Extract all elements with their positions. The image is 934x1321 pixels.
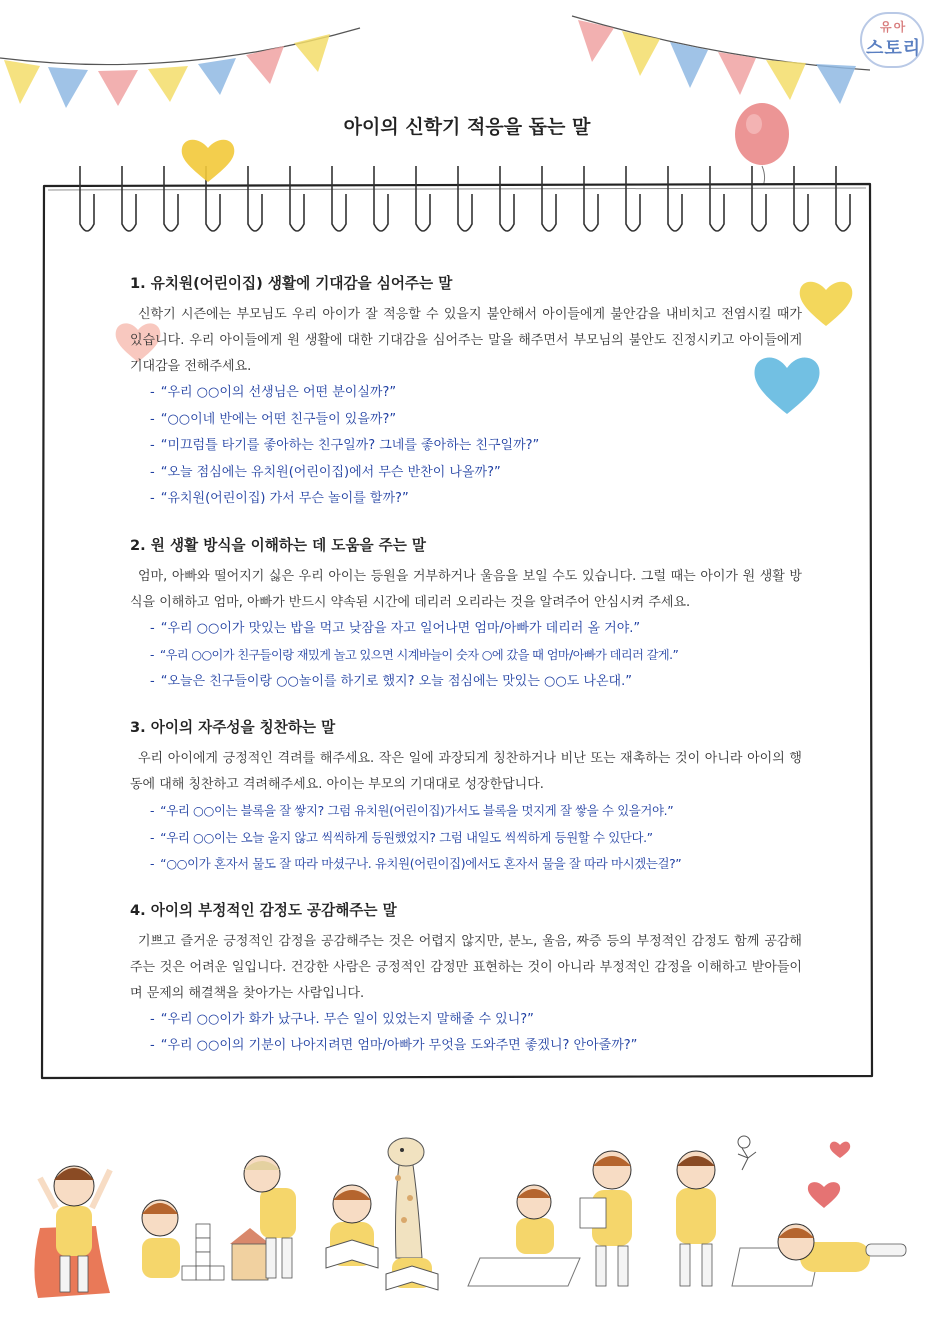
section-heading: 1. 유치원(어린이집) 생활에 기대감을 심어주는 말 (130, 275, 453, 292)
section-heading: 2. 원 생활 방식을 이해하는 데 도움을 주는 말 (130, 536, 427, 554)
quote-item: - “오늘은 친구들이랑 ○○놀이를 하기로 했지? 오늘 점심에는 맛있는 ○○도 나온대.” (150, 673, 632, 689)
quote-item: - “우리 ○○이의 기분이 나아지려면 엄마/아빠가 무엇을 도와주면 좋겠니? 안아줄까?” (150, 1038, 638, 1053)
quote-item: - “오늘 점심에는 유치원(어린이집)에서 무슨 반찬이 나올까?” (150, 464, 501, 480)
quote-item: - “우리 ○○이가 맛있는 밥을 먹고 낮잠을 자고 일어나면 엄마/아빠가 데리러 올 거야.” (150, 620, 641, 636)
section-body: 기쁘고 즐거운 긍정적인 감정을 공감해주는 것은 어렵지 않지만, 분노, 울음, 짜증 등의 부정적인 감정도 함께 공감해주는 것은 어려운 일입니다. 건강한 사람은 긍정적인 감정만 표현하는 것이 아니라 부정적인 감정을 이해하고 받아들이며 문제의 해결책을 찾아가는 사람입니다. (130, 933, 802, 1001)
quote-item: - “유치원(어린이집) 가서 무슨 놀이를 할까?” (150, 491, 409, 506)
heart-icon (178, 136, 238, 186)
page-title: 아이의 신학기 적응을 돕는 말 (343, 116, 591, 138)
section-body: 신학기 시즌에는 부모님도 우리 아이가 잘 적응할 수 있을지 불안해서 아이들에게 불안감을 내비치고 전염시킬 때가 있습니다. 우리 아이들에게 원 생활에 대한 기대감을 심어주는 말을 해주면서 부모님의 불안도 진정시키고 아이들에게 기대감을 전해주세요. (130, 307, 802, 374)
section-heading: 3. 아이의 자주성을 칭찬하는 말 (130, 719, 336, 736)
yua-story-logo (860, 12, 924, 68)
quote-item: - “우리 ○○이가 화가 났구나. 무슨 일이 있었는지 말해줄 수 있니?” (150, 1011, 534, 1027)
section-2 (130, 534, 802, 696)
heart-icon (796, 278, 856, 330)
section-3 (130, 716, 802, 878)
quote-item: - “우리 ○○이의 선생님은 어떤 분이실까?” (150, 385, 397, 400)
quote-item: - “우리 ○○이는 오늘 울지 않고 씩씩하게 등원했었지? 그럼 내일도 씩씩하게 등원할 수 있단다.” (150, 829, 653, 845)
quote-item: - “우리 ○○이가 친구들이랑 재밌게 놀고 있으면 시계바늘이 숫자 ○에 갔을 때 엄마/아빠가 데리러 갈게.” (150, 648, 679, 662)
section-body: 우리 아이에게 긍정적인 격려를 해주세요. 작은 일에 과장되게 칭찬하거나 비난 또는 재촉하는 것이 아니라 아이의 행동에 대해 칭찬하고 격려해주세요. 아이는 부모의 기대대로 성장한답니다. (130, 751, 802, 792)
section-4 (130, 899, 802, 1060)
logo-top-text: 유아 (880, 20, 908, 34)
quote-item: - “미끄럼틀 타기를 좋아하는 친구일까? 그네를 좋아하는 친구일까?” (150, 438, 540, 453)
children-illustration (0, 1118, 934, 1318)
quote-list (130, 616, 802, 696)
section-heading: 4. 아이의 부정적인 감정도 공감해주는 말 (130, 901, 397, 919)
section-body: 엄마, 아빠와 떨어지기 싫은 우리 아이는 등원을 거부하거나 울음을 보일 수도 있습니다. 그럴 때는 아이가 원 생활 방식을 이해하고 엄마, 아빠가 반드시 약속된 시간에 데리러 오리라는 것을 알려주어 안심시켜 주세요. (130, 568, 802, 610)
quote-list (130, 1007, 802, 1060)
quote-item: - “○○이가 혼자서 물도 잘 따라 마셨구나. 유치원(어린이집)에서도 혼자서 물을 잘 따라 마시겠는걸?” (150, 856, 682, 871)
quote-list (130, 798, 802, 878)
quote-list (130, 380, 802, 513)
quote-item: - “우리 ○○이는 블록을 잘 쌓지? 그럼 유치원(어린이집)가서도 블록을 멋지게 잘 쌓을 수 있을거야.” (150, 803, 674, 818)
article-content (130, 272, 802, 1081)
quote-item: - “○○이네 반에는 어떤 친구들이 있을까?” (150, 411, 397, 427)
section-1 (130, 272, 802, 513)
logo-bottom-text: 스토리 (866, 38, 922, 59)
